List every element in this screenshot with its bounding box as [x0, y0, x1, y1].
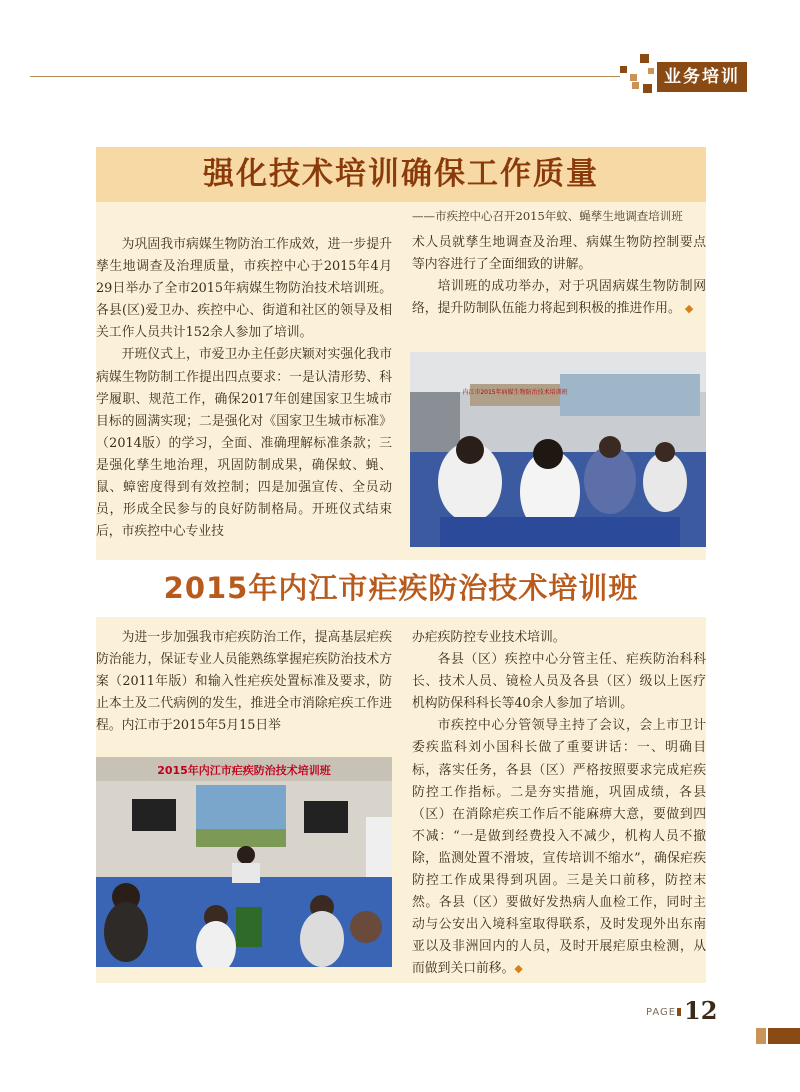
article1-photo	[410, 352, 706, 547]
photo-banner-text: 内江市2015年病媒生物防治技术培训班	[462, 389, 568, 396]
header-deco-square	[630, 74, 637, 81]
article1-paragraph	[412, 276, 706, 320]
article2-paragraph: 办疟疾防控专业技术培训。	[412, 630, 566, 645]
end-mark-icon: ◆	[514, 962, 523, 976]
article1-paragraph: 开班仪式上，市爱卫办主任彭庆颖对实强化我市病媒生物防制工作提出四点要求：一是认清形势、科学履职、规范工作，确保2017年创建国家卫生城市目标的圆满实现；二是强化对《国家卫生城市标准》（2014版）的学习，全面、准确理解标准条款；三是强化孳生地治理，巩固防制成果，确保蚊、蝇、鼠、蟑密度得到有效控制；四是加强宣传、全员动员，形成全民参与的良好防制格局。开班仪式结束后，市疾控中心专业技	[96, 347, 392, 540]
article2-right-column	[412, 627, 706, 981]
header-deco-square	[640, 54, 649, 63]
page-label: PAGE	[646, 1007, 677, 1018]
article1-left-column	[96, 234, 392, 543]
article2-paragraph: 为进一步加强我市疟疾防治工作，提高基层疟疾防治能力，保证专业人员能熟练掌握疟疾防治技术方案（2011年版）和输入性疟疾处置标准及要求，防止本土及二代病例的发生，推进全市消除疟疾工作进程。内江市于2015年5月15日举	[96, 630, 392, 734]
end-mark-icon: ◆	[684, 302, 694, 316]
header-deco-square	[632, 82, 639, 89]
page-number: 12	[684, 996, 718, 1025]
header-deco-square	[648, 68, 654, 74]
article2-paragraph-text: 市疾控中心分管领导主持了会议，会上市卫计委疾监科刘小国科长做了重要讲话：一、明确目标，落实任务，各县（区）严格按照要求完成疟疾防控工作指标。二是夯实措施，巩固成绩，各县（区）在消除疟疾工作后不能麻痹大意，要做到四不减：“一是做到经费投入不减少，机构人员不撤除，监测处置不滑坡，宣传培训不缩水”，确保疟疾防控工作成果得到巩固。三是关口前移，防控末然。各县（区）要做好发热病人血检工作，同时主动与公安出入境科室取得联系，及时发现外出东南亚以及非洲回内的人员，及时开展疟原虫检测，从而做到关口前移。	[412, 718, 706, 977]
article1-right-column	[412, 232, 706, 320]
photo-banner-text: 2015年内江市疟疾防治技术培训班	[157, 764, 331, 777]
article2-left-column	[96, 627, 392, 737]
header-deco-square	[620, 66, 627, 73]
header-deco-square	[643, 84, 652, 93]
article1-byline: ——市疾控中心召开2015年蚊、蝇孳生地调查培训班	[412, 209, 683, 223]
article1-paragraph: 术人员就孳生地调查及治理、病媒生物防控制要点等内容进行了全面细致的讲解。	[412, 235, 706, 273]
article1-paragraph: 为巩固我市病媒生物防治工作成效，进一步提升孳生地调查及治理质量，市疾控中心于2015年4月29日举办了全市2015年病媒生物防治技术培训班。各县(区)爱卫办、疾控中心、街道和社区的领导及相关工作人员共计152余人参加了培训。	[96, 237, 392, 341]
page-deco-bar	[756, 1028, 766, 1044]
article1-title: 强化技术培训确保工作质量	[96, 147, 706, 202]
article1-paragraph-text: 培训班的成功举办，对于巩固病媒生物防制网络，提升防制队伍能力将起到积极的推进作用。	[412, 279, 706, 317]
page-deco-bar	[677, 1008, 681, 1016]
page-deco-bar	[768, 1028, 800, 1044]
header-rule	[30, 76, 620, 77]
article2-paragraph: 各县（区）疾控中心分管主任、疟疾防治科科长、技术人员、镜检人员及各县（区）级以上医疗机构防保科科长等40余人参加了培训。	[412, 652, 706, 712]
article2-title: 2015年内江市疟疾防治技术培训班	[163, 571, 639, 605]
section-label: 业务培训	[657, 62, 747, 92]
training-room-photo	[410, 352, 706, 547]
article2-photo	[96, 757, 392, 967]
meeting-room-photo	[96, 757, 392, 967]
article2-paragraph	[412, 715, 706, 980]
